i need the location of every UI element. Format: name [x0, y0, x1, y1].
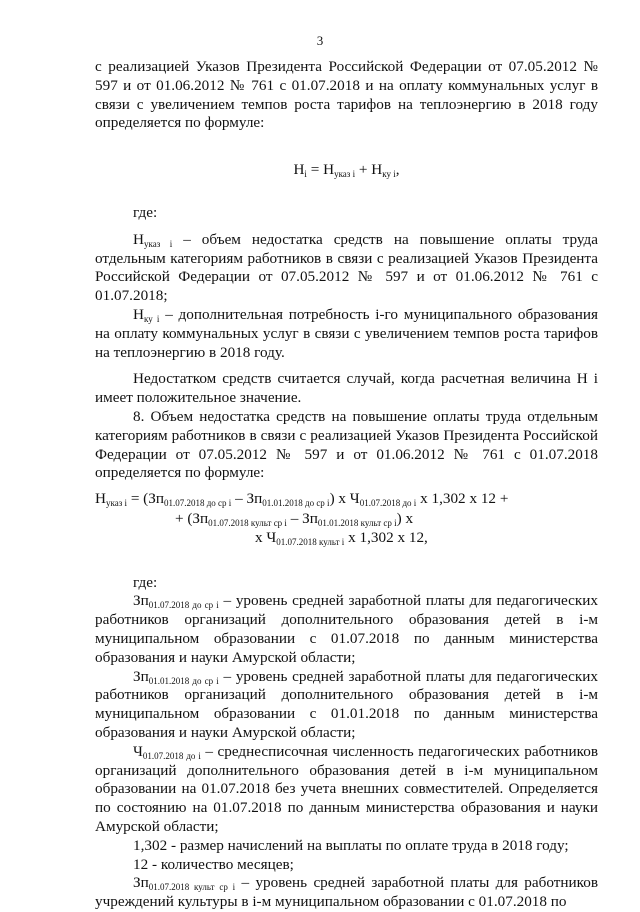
definition-n-ukaz [95, 231, 598, 306]
item-8-paragraph: 8. Объем недостатка средств на повышение оплаты труда отдельным категориям работников в связи с реализацией Указов Президента Российской Федерации от 07.05.2012 № 597 и от 01.06.2012 № 761 с 01.07.2018 определяется по формуле: [95, 407, 598, 482]
formula-term: х 1,302 х 12, [344, 529, 428, 547]
def-subscript: 01.07.2018 до i [142, 750, 201, 761]
def-symbol: Н [133, 305, 144, 323]
definition-ch-do [95, 743, 598, 837]
def-text: – объем недостатка средств на повышение оплаты труда отдельным категориям работников в связи с реализацией Указов Президента Российской Федерации от 07.05.2012 № 597 и от 01.06.2012 № 761 с 01.07.2018; [95, 230, 598, 305]
formula-line-2 [95, 509, 598, 529]
def-text: – уровень средней заработной платы для педагогических работников организаций дополнительного образования детей в i-м муниципальном образовании с 01.07.2018 по данным министерства образования и науки Амурской области; [95, 592, 599, 666]
formula-term: – Зп [231, 490, 263, 508]
formula-term: = (Зп [127, 490, 164, 508]
formula-subscript: 01.07.2018 культ i [276, 537, 345, 548]
def-symbol: Н [133, 230, 144, 248]
intro-paragraph: с реализацией Указов Президента Российской Федерации от 07.05.2012 № 597 и от 01.06.2012 № 761 с 01.07.2018 и на оплату коммунальных услуг в связи с увеличением темпов роста тарифов на теплоэнергию в 2018 году определяется по формуле: [95, 58, 598, 132]
definition-zp-do-0107 [95, 592, 598, 667]
formula-term: х 1,302 х 12 + [416, 490, 509, 508]
def-text: – среднесписочная численность педагогических работников организаций дополнительного образования детей в i-м муниципальном образовании на 01.07.2018 без учета внешних совместителей. Определяется по состоянию на 01.07.2018 по данным министерства образования и науки Амурской области; [95, 742, 598, 835]
formula-subscript: 01.01.2018 культ ср i [317, 517, 397, 528]
formula-term: ) х Ч [329, 490, 360, 508]
definition-accruals: 1,302 - размер начислений на выплаты по оплате труда в 2018 году; [133, 836, 569, 854]
formula-n-ukaz [95, 489, 598, 548]
where-label: где: [133, 203, 158, 221]
formula-subscript: 01.07.2018 культ ср i [208, 517, 287, 528]
definition-zp-kult [95, 874, 598, 912]
formula-term: , [395, 161, 400, 179]
page-number: 3 [316, 33, 324, 48]
definition-n-ku [95, 306, 598, 362]
formula-term: + (Зп [175, 509, 209, 527]
formula-term: – Зп [286, 509, 318, 527]
formula-term: = Н [306, 161, 335, 179]
def-subscript: 01.07.2018 культ ср i [148, 882, 236, 893]
formula-term: х Ч [255, 529, 277, 547]
definition-months: 12 - количество месяцев; [133, 855, 294, 873]
formula-symbol: Н [293, 161, 305, 179]
document-body [95, 58, 598, 912]
def-symbol: Зп [133, 667, 149, 685]
formula-line-3 [95, 528, 598, 548]
def-symbol: Зп [133, 874, 149, 892]
shortage-paragraph: Недостатком средств считается случай, когда расчетная величина Н i имеет положительное значение. [95, 370, 598, 407]
where-label: где: [133, 573, 158, 591]
formula-total [95, 161, 598, 180]
formula-subscript: 01.07.2018 до ср i [163, 498, 232, 509]
formula-subscript: 01.01.2018 до ср i [262, 498, 330, 509]
def-subscript: указ i [143, 238, 173, 249]
formula-subscript: указ i [334, 169, 356, 180]
def-symbol: Зп [133, 592, 149, 610]
formula-term: ) х [396, 509, 414, 527]
def-subscript: 01.01.2018 до ср i [148, 675, 219, 686]
def-subscript: ку i [143, 313, 160, 324]
formula-line-1 [95, 489, 598, 509]
def-text: – дополнительная потребность i-го муниципального образования на оплату коммунальных услуг в связи с увеличением темпов роста тарифов на теплоэнергию в 2018 году. [95, 305, 599, 361]
definition-zp-do-0101 [95, 668, 598, 743]
def-symbol: Ч [133, 742, 143, 760]
def-subscript: 01.07.2018 до ср i [148, 600, 219, 611]
formula-subscript: ку i [382, 169, 396, 180]
def-text: – уровень средней заработной платы для работников учреждений культуры в i-м муниципальном образовании с 01.07.2018 по [95, 874, 598, 911]
formula-subscript: i [304, 169, 307, 180]
formula-term: Н [95, 490, 106, 508]
formula-subscript: 01.07.2018 до i [359, 498, 417, 509]
formula-subscript: указ i [105, 498, 128, 509]
formula-term: + Н [355, 161, 383, 179]
def-text: – уровень средней заработной платы для педагогических работников организаций дополнительного образования детей в i-м муниципальном образовании с 01.01.2018 по данным министерства образования и науки Амурской области; [95, 667, 599, 742]
